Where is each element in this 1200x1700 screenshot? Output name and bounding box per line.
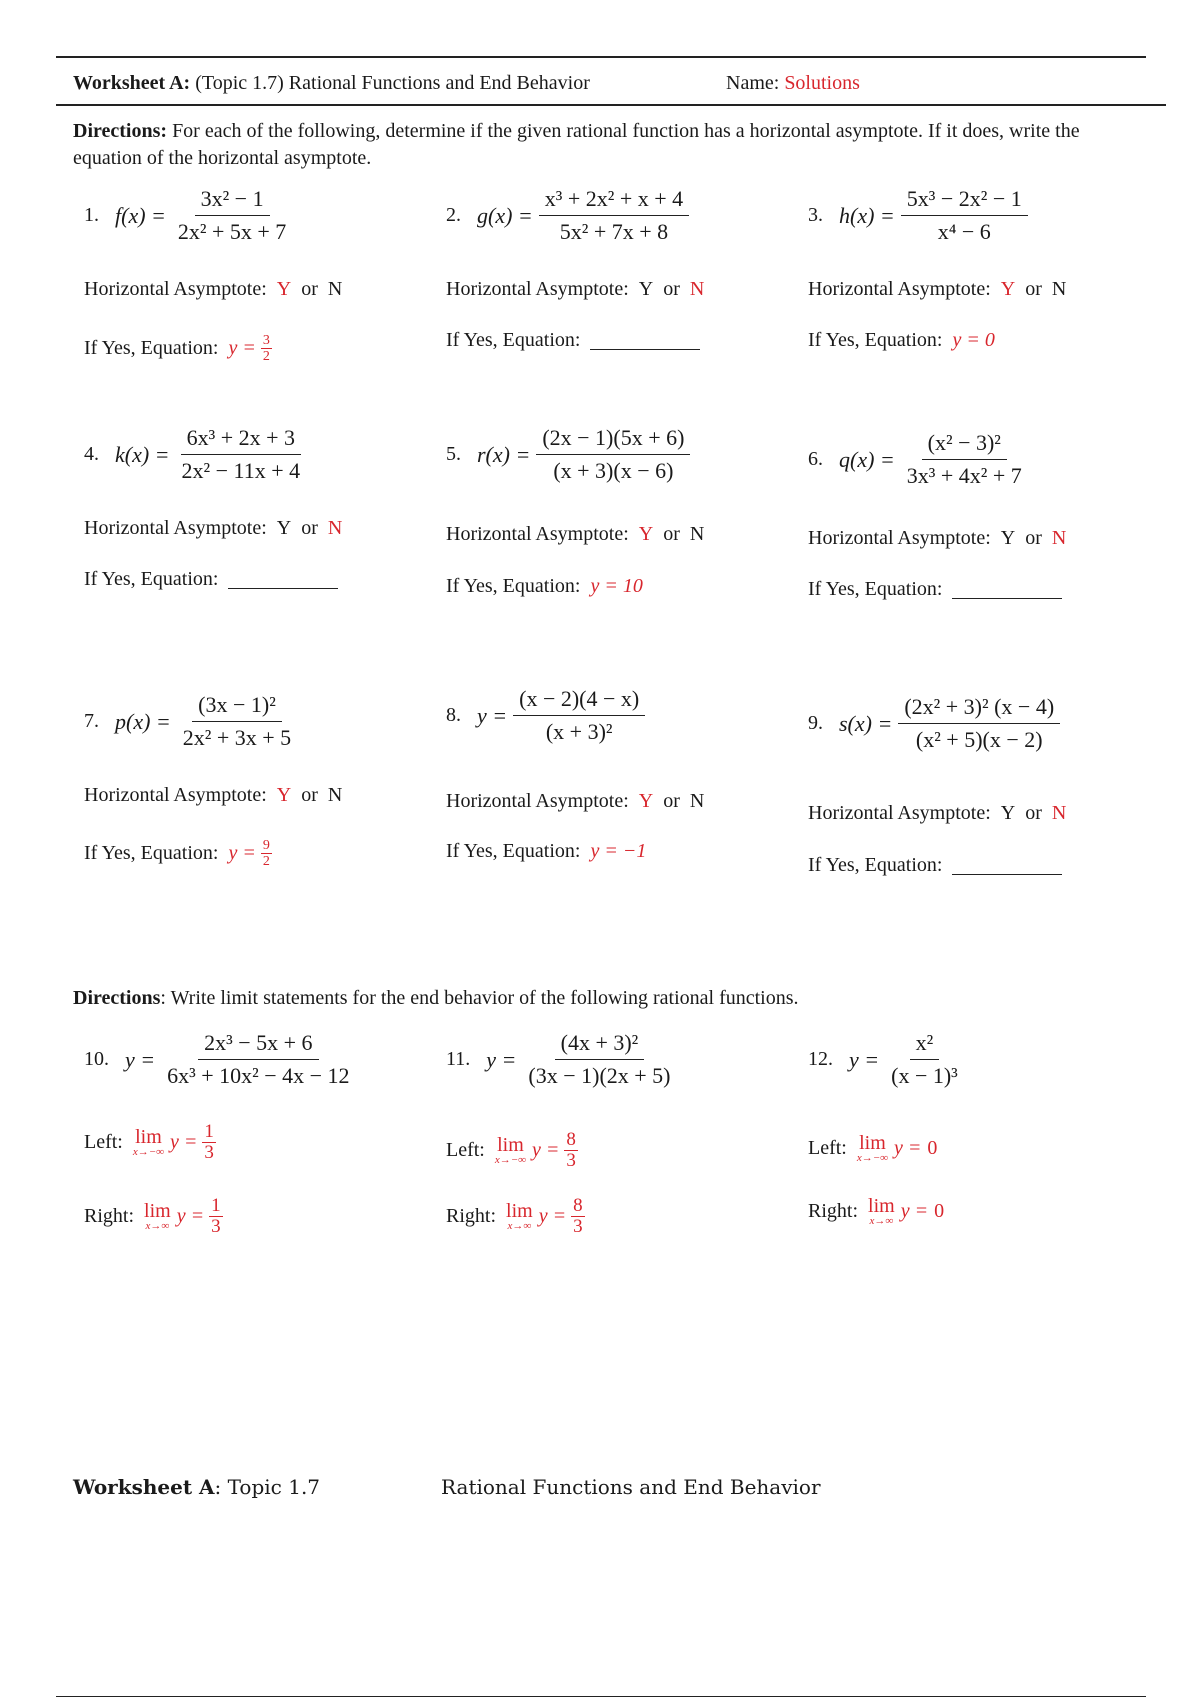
- ha-line-3: Horizontal Asymptote: Y or N: [808, 278, 1067, 300]
- problem-11: 11. y = $\frac{\text{(4x + 3)²}}{(3x - 1)(2x + 5)}$: [446, 1030, 671, 1088]
- ha-y-1: Y: [276, 278, 292, 300]
- eq-blank-6: [952, 580, 1062, 599]
- limit-right-12: Right: lim x→∞ y = 0: [808, 1195, 945, 1227]
- eq-line-3: If Yes, Equation: y = 0: [808, 329, 995, 351]
- ha-n-3: N: [1051, 278, 1067, 300]
- eq-line-1: If Yes, Equation: y = $\frac{3}{2}$: [84, 333, 270, 364]
- problem-12: 12. y = $\frac{\text{x²}}{\text{(x − 1)³}}$: [808, 1030, 958, 1088]
- ha-n-6: N: [1051, 527, 1067, 549]
- eq-line-7: If Yes, Equation: y = $\frac{9}{2}$: [84, 838, 270, 869]
- problem-3: 3. h(x) = $\frac{\text{5x³ − 2x² − 1}}{\text{x⁴ − 6}}$: [808, 186, 1030, 245]
- ha-y-6: Y: [1000, 527, 1016, 549]
- directions-1-text: For each of the following, determine if the given rational function has a horizontal asymptote. If it does, write the equation of the horizontal asymptote.: [73, 120, 1080, 169]
- problem-7: 7. p(x) = $\frac{\text{(3x − 1)²}}{\text{2x² + 3x + 5}}$: [84, 692, 292, 750]
- problem-10: 10. y = $\frac{\text{2x³ − 5x + 6}}{\text{6x³ + 10x² − 4x − 12}}$: [84, 1030, 350, 1088]
- eq-answer-5: y = 10: [590, 575, 643, 597]
- eq-blank-9: [952, 856, 1062, 875]
- limit-left-12: Left: lim x→−∞ y = 0: [808, 1132, 938, 1164]
- ha-n-1: N: [327, 278, 343, 300]
- ha-n-7: N: [327, 784, 343, 806]
- problem-4: 4. k(x) = $\frac{\text{6x³ + 2x + 3}}{\text{2x² − 11x + 4}}$: [84, 425, 301, 483]
- name-value: Solutions: [784, 72, 860, 94]
- ha-y-4: Y: [276, 517, 292, 539]
- limit-right-11: Right: lim x→∞ y = $\frac{8}{3}$: [446, 1195, 583, 1237]
- eq-line-4: If Yes, Equation:: [84, 568, 338, 591]
- ha-line-6: Horizontal Asymptote: Y or N: [808, 527, 1067, 549]
- ha-line-7: Horizontal Asymptote: Y or N: [84, 784, 343, 806]
- worksheet-label: Worksheet A:: [73, 72, 191, 94]
- footer-topic: : Topic 1.7: [214, 1475, 321, 1499]
- ha-y-3: Y: [1000, 278, 1016, 300]
- name-field: [726, 72, 860, 95]
- ha-line-8: Horizontal Asymptote: Y or N: [446, 790, 705, 812]
- name-label: Name:: [726, 72, 780, 94]
- header-rule: [56, 104, 1166, 106]
- problem-2: 2. g(x) = $\frac{\text{x³ + 2x² + x + 4}}{\text{5x² + 7x + 8}}$: [446, 186, 691, 245]
- eq-answer-3: y = 0: [952, 329, 995, 351]
- ha-y-5: Y: [638, 523, 654, 545]
- eq-blank-2: [590, 331, 700, 350]
- problem-5: 5. r(x) = $\frac{(2x - 1)(5x + 6)}{(x + 3)(x - 6)}$: [446, 425, 692, 484]
- ha-n-8: N: [689, 790, 705, 812]
- ha-line-9: Horizontal Asymptote: Y or N: [808, 802, 1067, 824]
- worksheet-title: [73, 72, 590, 95]
- eq-line-9: If Yes, Equation:: [808, 854, 1062, 877]
- limit-left-10: Left: lim x→−∞ y = $\frac{1}{3}$: [84, 1121, 214, 1163]
- eq-line-2: If Yes, Equation:: [446, 329, 700, 352]
- eq-line-5: If Yes, Equation: y = 10: [446, 575, 643, 597]
- problem-9: 9. s(x) = $\frac{\text{(2x² + 3)² (x − 4)}}{\text{(x² + 5)(x − 2)}}$: [808, 694, 1062, 753]
- ha-line-5: Horizontal Asymptote: Y or N: [446, 523, 705, 545]
- footer-title: Rational Functions and End Behavior: [441, 1475, 821, 1499]
- problem-1: 1. f(x) = $\frac{\text{3x² − 1}}{\text{2x² + 5x + 7}}$: [84, 186, 287, 244]
- ha-line-4: Horizontal Asymptote: Y or N: [84, 517, 343, 539]
- ha-y-8: Y: [638, 790, 654, 812]
- directions-2: [73, 985, 1133, 1012]
- ha-n-5: N: [689, 523, 705, 545]
- eq-blank-4: [228, 570, 338, 589]
- directions-2-label: Directions: [73, 987, 161, 1009]
- ha-n-9: N: [1051, 802, 1067, 824]
- ha-y-2: Y: [638, 278, 654, 300]
- directions-2-text: : Write limit statements for the end behavior of the following rational functions.: [160, 987, 799, 1009]
- limit-right-10: Right: lim x→∞ y = $\frac{1}{3}$: [84, 1195, 221, 1237]
- ha-y-9: Y: [1000, 802, 1016, 824]
- problem-6: 6. q(x) = $\frac{\text{(x² − 3)²}}{\text{3x³ + 4x² + 7}}$: [808, 430, 1022, 488]
- footer-left: [73, 1475, 320, 1499]
- eq-line-6: If Yes, Equation:: [808, 578, 1062, 601]
- ha-line-1: Horizontal Asymptote: Y or N: [84, 278, 343, 300]
- eq-line-8: If Yes, Equation: y = −1: [446, 840, 647, 862]
- bottom-rule: [56, 1696, 1146, 1697]
- eq-answer-8: y = −1: [590, 840, 647, 862]
- ha-n-4: N: [327, 517, 343, 539]
- limit-left-11: Left: lim x→−∞ y = $\frac{8}{3}$: [446, 1129, 576, 1171]
- footer-worksheet: Worksheet A: [73, 1475, 215, 1499]
- eq-answer-1: y = $\frac{3}{2}$: [228, 333, 270, 364]
- problem-8: 8. y = $\frac{(x - 2)(4 - x)}{\text{(x + 3)²}}$: [446, 686, 647, 745]
- top-rule: [56, 56, 1146, 58]
- ha-n-2: N: [689, 278, 705, 300]
- ha-line-2: Horizontal Asymptote: Y or N: [446, 278, 705, 300]
- directions-1: [73, 118, 1133, 172]
- directions-1-label: Directions:: [73, 120, 168, 142]
- topic-text: (Topic 1.7) Rational Functions and End Behavior: [195, 72, 590, 94]
- eq-answer-7: y = $\frac{9}{2}$: [228, 838, 270, 869]
- ha-y-7: Y: [276, 784, 292, 806]
